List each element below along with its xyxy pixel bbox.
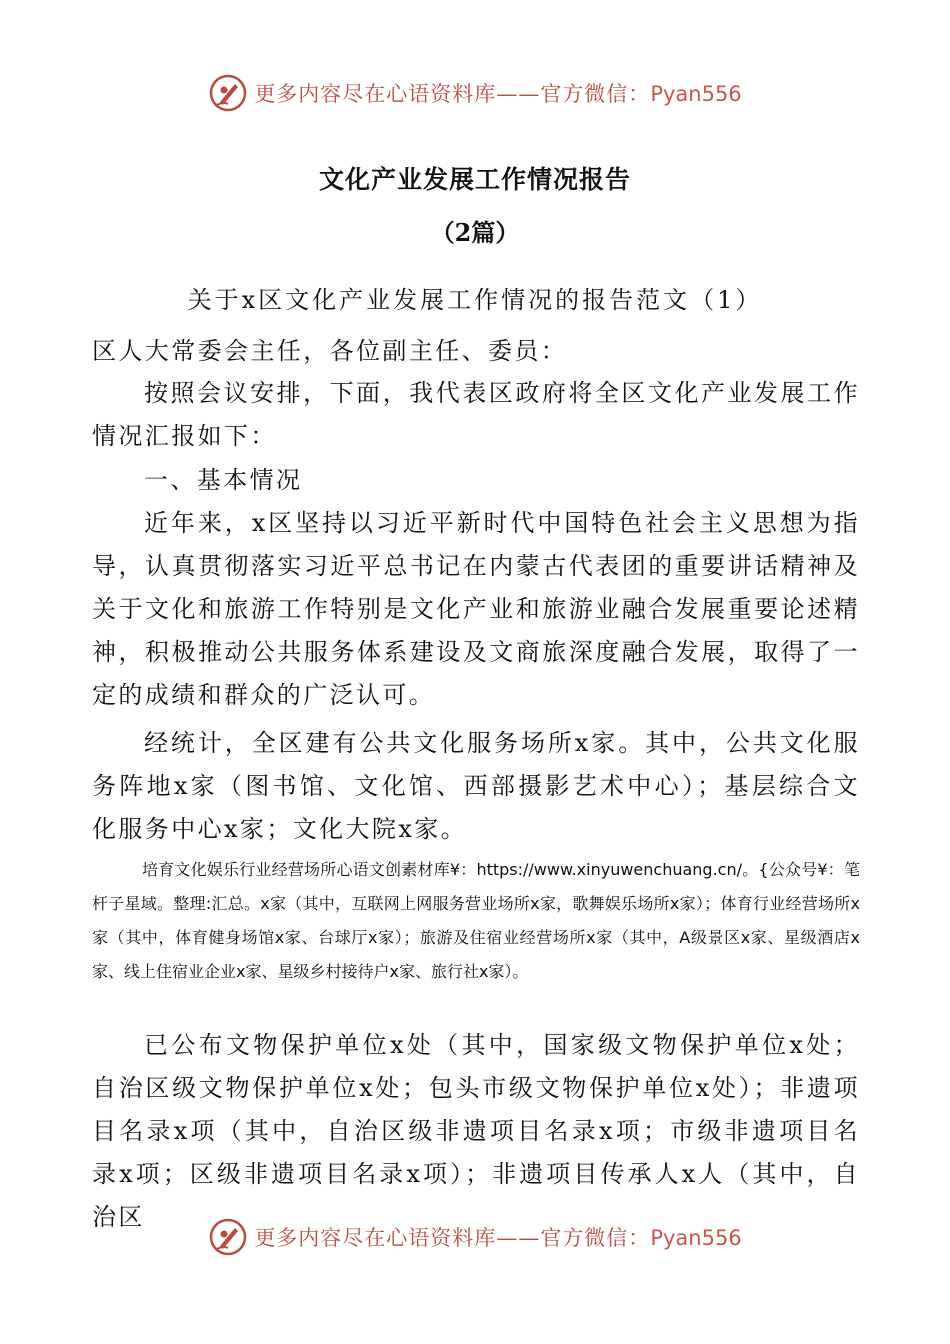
banner-dash: —— bbox=[496, 82, 541, 106]
header-banner bbox=[0, 68, 950, 118]
pen-nib-logo-icon bbox=[208, 73, 248, 113]
banner-text bbox=[254, 78, 741, 108]
heading-basic-situation: 一、基本情况 bbox=[144, 466, 303, 494]
banner-main-text: 更多内容尽在心语资料库 bbox=[254, 82, 497, 106]
document-title: 文化产业发展工作情况报告 bbox=[318, 165, 631, 194]
banner-text bbox=[254, 1222, 741, 1252]
footer-banner bbox=[0, 1212, 950, 1262]
section-title: 关于x区文化产业发展工作情况的报告范文（1） bbox=[187, 286, 763, 314]
banner-wechat-id: Pyan556 bbox=[650, 82, 742, 106]
paragraph-overview: 近年来，x区坚持以习近平新时代中国特色社会主义思想为指导，认真贯彻落实习近平总书记在内蒙古代表团的重要讲话精神及关于文化和旅游工作特别是文化产业和旅游业融合发展重要论述精神，积极推动公共服务体系建设及文商旅深度融合发展，取得了一定的成绩和群众的广泛认可。 bbox=[92, 509, 860, 709]
banner-dash: —— bbox=[496, 1226, 541, 1250]
document-subtitle: （2篇） bbox=[430, 218, 520, 247]
banner-mid-text: 官方微信： bbox=[540, 82, 651, 106]
paragraph-small-insert: 培育文化娱乐行业经营场所心语文创素材库¥：https://www.xinyuwenchuang.cn/。{公众号¥：笔杆子星域。整理:汇总。x家（其中，互联网上网服务营业场所x家，歌舞娱乐场所x家）；体育行业经营场所x家（其中，体育健身场馆x家、台球厅x家）；旅游及住宿业经营场所x家（其中，A级景区x家、星级酒店x家、线上住宿业企业x家、星级乡村接待户x家、旅行社x家）。 bbox=[92, 860, 860, 981]
paragraph-intro: 按照会议安排，下面，我代表区政府将全区文化产业发展工作情况汇报如下： bbox=[92, 379, 860, 450]
banner-main-text: 更多内容尽在心语资料库 bbox=[254, 1226, 497, 1250]
banner-mid-text: 官方微信： bbox=[540, 1226, 651, 1250]
paragraph-heritage: 已公布文物保护单位x处（其中，国家级文物保护单位x处；自治区级文物保护单位x处；包头市级文物保护单位x处）；非遗项目名录x项（其中，自治区级非遗项目名录x项；市级非遗项目名录x项；区级非遗项目名录x项）；非遗项目传承人x人（其中，自治区 bbox=[92, 1031, 860, 1231]
salutation: 区人大常委会主任，各位副主任、委员： bbox=[92, 337, 568, 365]
banner-wechat-id: Pyan556 bbox=[650, 1226, 742, 1250]
pen-nib-logo-icon bbox=[208, 1217, 248, 1257]
paragraph-statistics: 经统计，全区建有公共文化服务场所x家。其中，公共文化服务阵地x家（图书馆、文化馆、西部摄影艺术中心）；基层综合文化服务中心x家；文化大院x家。 bbox=[92, 729, 860, 843]
